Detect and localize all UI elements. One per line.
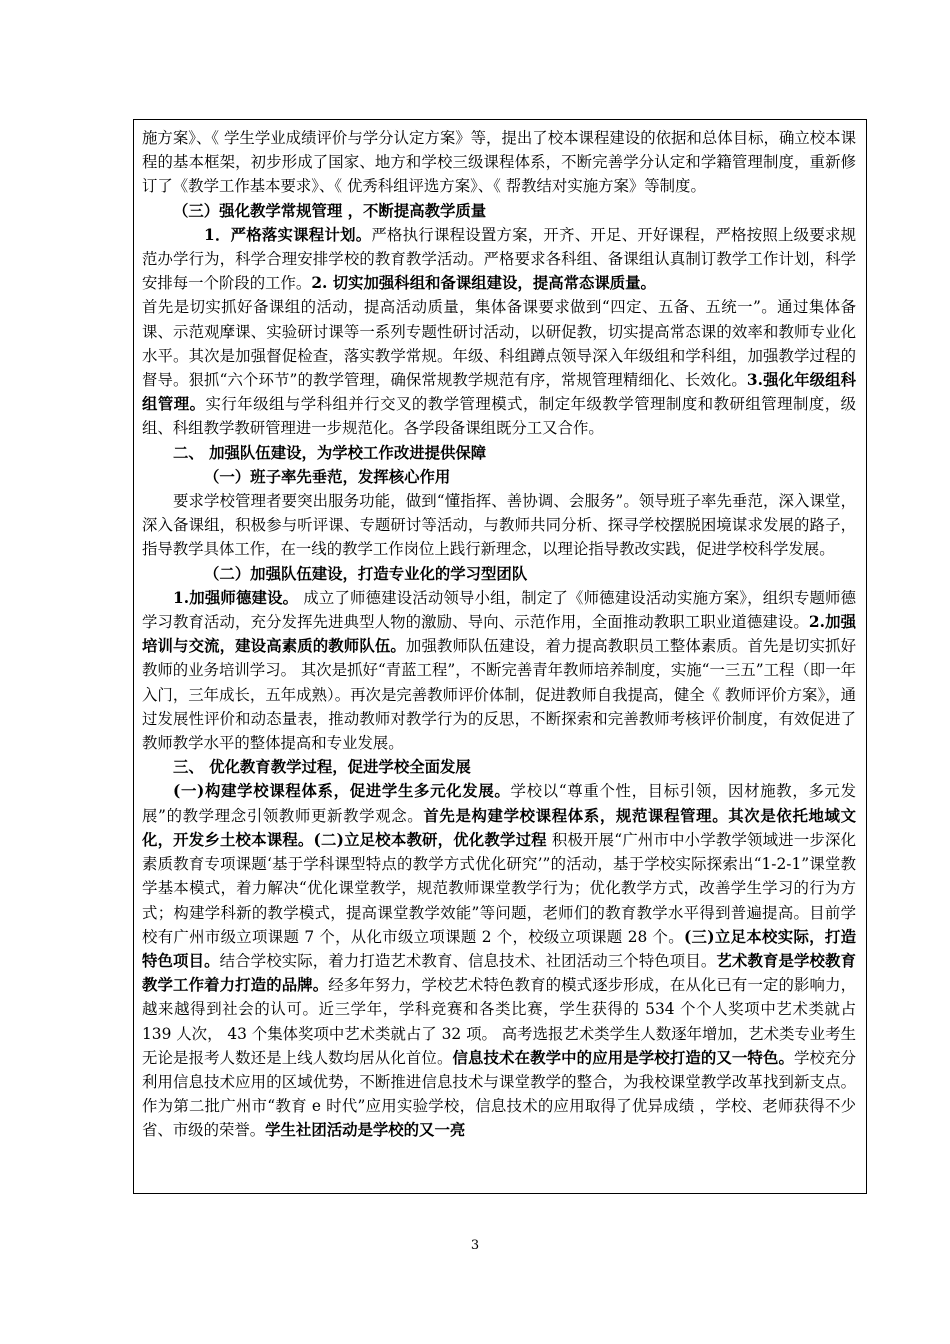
- paragraph: [142, 223, 856, 296]
- bold-lead: 艺术教育是学校教育教学工作着力打造的品牌。: [142, 951, 856, 995]
- paragraph: [142, 489, 856, 562]
- bold-lead: 2.加强培训与交流，建设高素质的教师队伍。: [142, 613, 856, 656]
- text: 经多年努力，学校艺术特色教育的模式逐步形成，在从化已有一定的影响力，越来越得到社会的认可。近三学年，学科竞赛和各类比赛，学生获得的 534 个个人奖项中艺术类就占 139 人次， 43 个集体奖项中艺术类就占了 32 项。 高考选报艺术类学生人数逐年增加，艺术类专业考生无论是报考人数还是上线人数均居从化首位。: [142, 976, 856, 1067]
- paragraph: [142, 295, 856, 440]
- text: 加强教师队伍建设，着力提高教职员工整体素质。首先是切实抓好教师的业务培训学习。 其次是抓好“青蓝工程”，不断完善青年教师培养制度，实施“一三五”工程（即一年入门，三年成长，五年成熟）。再次是完善教师评价体制，促进教师自我提高，健全《 教师评价方案》，通过发展性评价和动态量表，推动教师对教学行为的反思，不断探索和完善教师考核评价制度，有效促进了教师教学水平的整体提高和专业发展。: [142, 637, 856, 753]
- text: 学校以“尊重个性，目标引领，因材施教，多元发展”的教学理念引领教师更新教学观念。: [142, 782, 856, 825]
- text: 严格执行课程设置方案，开齐、开足、开好课程，严格按照上级要求规范办学行为，科学合理安排学校的教育教学活动。严格要求各科组、备课组认真制订教学工作计划，科学安排每一个阶段的工作。: [142, 225, 856, 293]
- bold-lead: 首先是构建学校课程体系，规范课程管理。其次是依托地域文化，开发乡土校本课程。(二)立足校本教研，优化教学过程: [142, 806, 856, 849]
- bold-lead: 3.强化年级组科组管理。: [142, 371, 856, 414]
- text: 学校充分利用信息技术应用的区域优势，不断推进信息技术与课堂教学的整合，为我校课堂教学改革找到新支点。作为第二批广州市“教育 e 时代”应用实验学校，信息技术的应用取得了优异成绩 ，学校、老师获得不少省、市级的荣誉。: [142, 1048, 856, 1140]
- text: 实行年级组与学科组并行交叉的教学管理模式，制定年级教学管理制度和教研组管理制度，级组、科组教学教研管理进一步规范化。各学段备课组既分工又合作。: [142, 395, 856, 438]
- bold-lead: 1．严格落实课程计划。: [204, 225, 372, 244]
- section-heading: 三、 优化教育教学过程，促进学校全面发展: [173, 758, 471, 777]
- bold-lead: 2. 切实加强科组和备课组建设，提高常态课质量。: [311, 274, 656, 293]
- text: 首先是切实抓好备课组的活动，提高活动质量，集体备课要求做到“四定、五备、五统一”。通过集体备课、示范观摩课、实验研讨课等一系列专题性研讨活动，以研促教，切实提高常态课的效率和教师专业化水平。其次是加强督促检查，落实教学常规。年级、科组蹲点领导深入年级组和学科组，加强教学过程的督导。狠抓“六个环节”的教学管理，确保常规教学规范有序，常规管理精细化、长效化。: [142, 298, 856, 390]
- subsection-heading: （二）加强队伍建设，打造专业化的学习型团队: [204, 564, 528, 583]
- text: 施方案》、《 学生学业成绩评价与学分认定方案》等，提出了校本课程建设的依据和总体目标，确立校本课程的基本框架，初步形成了国家、地方和学校三级课程体系，不断完善学分认定和学籍管理制度，重新修订了《教学工作基本要求》、《 优秀科组评选方案》、《 帮教结对实施方案》等制度。: [142, 129, 856, 196]
- paragraph: [142, 126, 856, 199]
- document-body: [142, 126, 856, 1143]
- bold-lead: (一)构建学校课程体系，促进学生多元化发展。: [173, 782, 511, 801]
- content-box: [133, 119, 867, 1194]
- text: 积极开展“广州市中小学教学领域进一步深化素质教育专项课题‘基于学科课型特点的教学方式优化研究’”的活动，基于学校实际探索出“1-2-1”课堂教学基本模式，着力解决“优化课堂教学，规范教师课堂教学行为；优化教学方式，改善学生学习的行为方式；构建学科新的教学模式，提高课堂教学效能”等问题，老师们的教育教学水平得到普遍提高。目前学校有广州市级立项课题 7 个，从化市级立项课题 2 个，校级立项课题 28 个。: [142, 830, 856, 946]
- text: 结合学校实际，着力打造艺术教育、信息技术、社团活动三个特色项目。: [219, 951, 717, 970]
- paragraph: [142, 586, 856, 755]
- subsection-heading: （一）班子率先垂范，发挥核心作用: [204, 467, 451, 486]
- text: 要求学校管理者要突出服务功能，做到“懂指挥、善协调、会服务”。领导班子率先垂范，深入课堂，深入备课组，积极参与听评课、专题研讨等活动，与教师共同分析、探寻学校摆脱困境谋求发展的路子，指导教学具体工作，在一线的教学工作岗位上践行新理念，以理论指导教改实践，促进学校科学发展。: [142, 492, 856, 559]
- bold-lead: 信息技术在教学中的应用是学校打造的又一特色。: [452, 1048, 795, 1067]
- bold-lead: 学生社团活动是学校的又一亮: [265, 1121, 466, 1140]
- bold-lead: 1.加强师德建设。: [173, 588, 299, 607]
- bold-lead: (三)立足本校实际，打造特色项目。: [142, 927, 856, 970]
- section-heading: （三）强化教学常规管理 ，不断提高教学质量: [173, 201, 487, 220]
- section-heading: 二、 加强队伍建设，为学校工作改进提供保障: [173, 443, 487, 462]
- page-number: 3: [470, 1238, 480, 1253]
- text: 成立了师德建设活动领导小组，制定了《师德建设活动实施方案》，组织专题师德学习教育活动，充分发挥先进典型人物的激励、导向、示范作用，全面推动教职工职业道德建设。: [142, 588, 856, 632]
- paragraph: [142, 779, 856, 1142]
